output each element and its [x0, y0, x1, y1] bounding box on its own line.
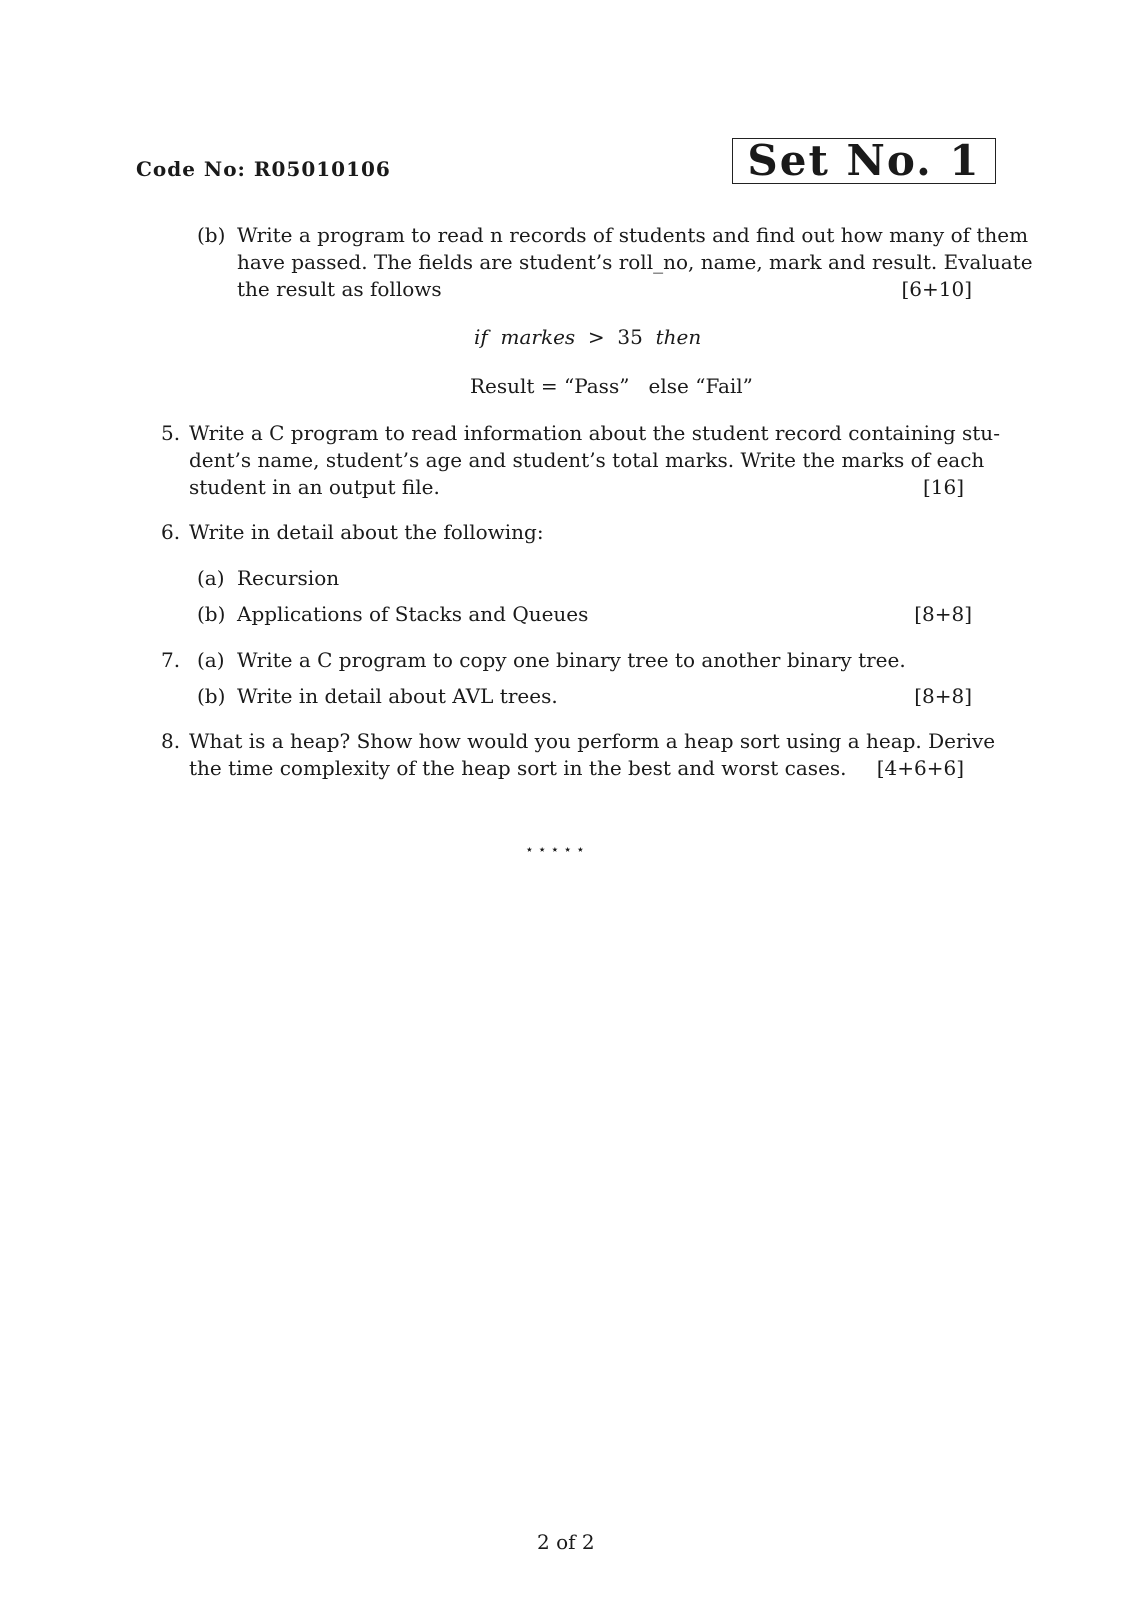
q6-marks: [8+8] [914, 602, 972, 626]
eq-num: 35 [617, 325, 643, 349]
eq-fail: “Fail” [695, 374, 753, 398]
q6a-label: (a) [197, 566, 225, 590]
q4b-label: (b) [197, 223, 226, 247]
eq-lhs: Result [470, 374, 535, 398]
q5-marks: [16] [922, 475, 964, 499]
q7b-text: Write in detail about AVL trees. [237, 684, 558, 708]
end-stars: ⋆⋆⋆⋆⋆ [525, 842, 589, 858]
page-number: 2 of 2 [537, 1530, 595, 1554]
q7-marks: [8+8] [914, 684, 972, 708]
q6b-text: Applications of Stacks and Queues [237, 602, 589, 626]
q4b-line-2: have passed. The fields are student’s roll_no, name, mark and result. Evaluate [237, 250, 1033, 274]
q7a-label: (a) [197, 648, 225, 672]
q5-line-2: dent’s name, student’s age and student’s total marks. Write the marks of each [189, 448, 985, 472]
q8-line-2: the time complexity of the heap sort in the best and worst cases. [189, 756, 847, 780]
eq-else: else [648, 374, 689, 398]
eq-equals: = [540, 374, 558, 398]
q4b-marks: [6+10] [901, 277, 972, 301]
q7a-text: Write a C program to copy one binary tree to another binary tree. [237, 648, 906, 672]
q6b-label: (b) [197, 602, 226, 626]
eq-op: > [587, 325, 605, 349]
eq-pass: “Pass” [563, 374, 630, 398]
eq-then: then [655, 325, 702, 349]
q8-marks: [4+6+6] [876, 756, 964, 780]
q5-number: 5. [161, 421, 181, 445]
q4b-condition [474, 325, 701, 349]
q6-text: Write in detail about the following: [189, 520, 544, 544]
q5-line-1: Write a C program to read information about the student record containing stu- [189, 421, 1000, 445]
eq-if: if [474, 325, 488, 349]
q5-line-3: student in an output file. [189, 475, 440, 499]
set-number-box: Set No. 1 [732, 138, 996, 184]
q4b-result-eq [470, 374, 753, 398]
q6-number: 6. [161, 520, 181, 544]
eq-var: markes [500, 325, 576, 349]
q6a-text: Recursion [237, 566, 340, 590]
q4b-line-3: the result as follows [237, 277, 442, 301]
q8-number: 8. [161, 729, 181, 753]
code-number: Code No: R05010106 [136, 157, 391, 181]
q8-line-1: What is a heap? Show how would you perform a heap sort using a heap. Derive [189, 729, 996, 753]
q7-number: 7. [161, 648, 181, 672]
q7b-label: (b) [197, 684, 226, 708]
q4b-line-1: Write a program to read n records of students and find out how many of them [237, 223, 1029, 247]
